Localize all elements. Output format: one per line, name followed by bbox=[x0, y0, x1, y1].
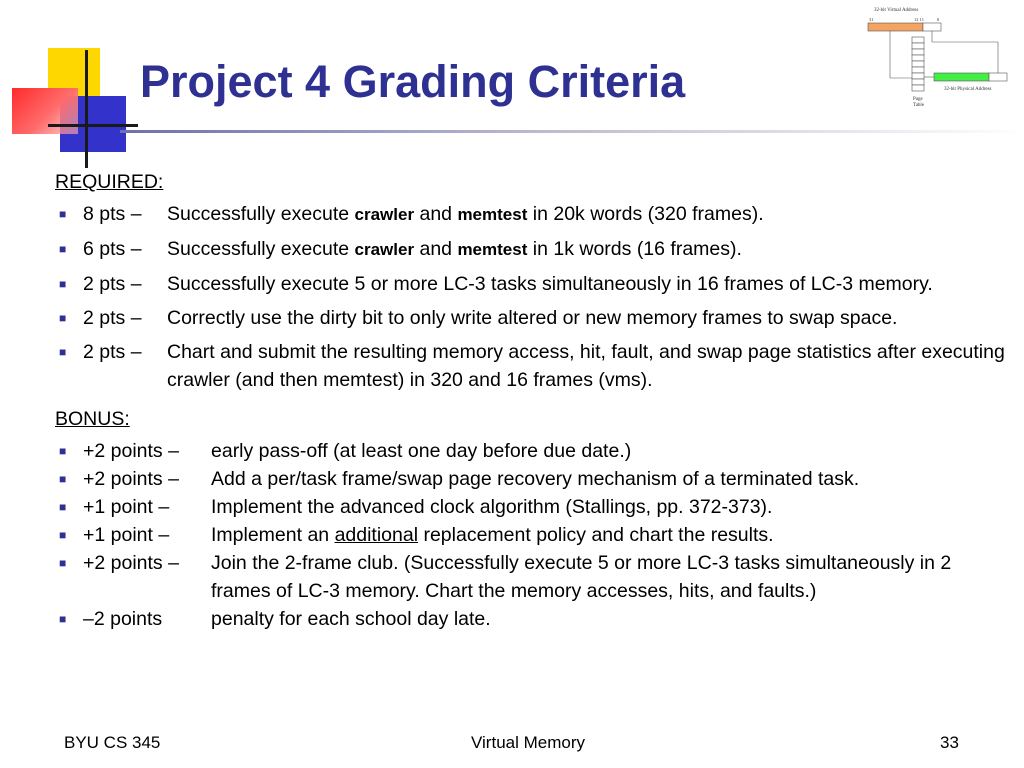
required-item bbox=[55, 235, 1015, 264]
points-label: 2 pts – bbox=[83, 307, 142, 329]
bonus-list bbox=[55, 437, 1015, 633]
bonus-item bbox=[55, 437, 1015, 465]
item-description: Join the 2-frame club. (Successfully execute 5 or more LC-3 tasks simultaneously in 2 frames of LC-3 memory. Chart the memory accesses, hits, and faults.) bbox=[211, 552, 952, 602]
bullet-icon: ■ bbox=[59, 277, 67, 291]
bullet-icon: ■ bbox=[59, 500, 67, 514]
diagram-page-table-label-2: Table bbox=[913, 103, 925, 108]
title-divider bbox=[120, 130, 1024, 133]
diagram-physical-frame-field bbox=[934, 73, 989, 81]
points-label: +1 point – bbox=[83, 496, 170, 518]
required-item bbox=[55, 338, 1015, 394]
item-description: Successfully execute crawler and memtest in 20k words (320 frames). bbox=[167, 203, 764, 225]
bonus-heading: BONUS: bbox=[55, 408, 130, 430]
diagram-physical-label: 32-bit Physical Address bbox=[944, 87, 992, 92]
bullet-icon: ■ bbox=[59, 311, 67, 325]
bullet-icon: ■ bbox=[59, 207, 67, 221]
required-list bbox=[55, 200, 1015, 394]
points-label: 2 pts – bbox=[83, 341, 142, 363]
slide-body bbox=[55, 171, 1015, 633]
bullet-icon: ■ bbox=[59, 556, 67, 570]
points-label: +2 points – bbox=[83, 468, 179, 490]
diagram-bit-31: 31 bbox=[869, 17, 874, 22]
bullet-icon: ■ bbox=[59, 528, 67, 542]
item-description: Chart and submit the resulting memory access, hit, fault, and swap page statistics after executing crawler (and then memtest) in 320 and 16 frames (vms). bbox=[167, 341, 1005, 391]
points-label: 8 pts – bbox=[83, 203, 142, 225]
item-description: Implement an additional replacement policy and chart the results. bbox=[211, 524, 774, 546]
item-description: Add a per/task frame/swap page recovery mechanism of a terminated task. bbox=[211, 468, 860, 490]
bullet-icon: ■ bbox=[59, 242, 67, 256]
item-description: penalty for each school day late. bbox=[211, 608, 491, 630]
diagram-bit-0: 0 bbox=[937, 17, 940, 22]
memtest-term: memtest bbox=[457, 205, 528, 224]
page-number: 33 bbox=[940, 733, 959, 752]
item-description: early pass-off (at least one day before due date.) bbox=[211, 440, 632, 462]
item-description: Implement the advanced clock algorithm (Stallings, pp. 372-373). bbox=[211, 496, 773, 518]
diagram-physical-offset-field bbox=[989, 73, 1007, 81]
bullet-icon: ■ bbox=[59, 444, 67, 458]
required-item bbox=[55, 200, 1015, 229]
points-label: 2 pts – bbox=[83, 273, 142, 295]
bullet-icon: ■ bbox=[59, 472, 67, 486]
item-description: Successfully execute 5 or more LC-3 tasks simultaneously in 16 frames of LC-3 memory. bbox=[167, 273, 933, 295]
points-label: +2 points – bbox=[83, 440, 179, 462]
diagram-virtual-label: 32-bit Virtual Address bbox=[874, 8, 919, 13]
points-label: –2 points bbox=[83, 608, 163, 630]
memtest-term: memtest bbox=[457, 240, 528, 259]
diagram-page-table bbox=[912, 37, 924, 91]
required-item bbox=[55, 304, 1015, 332]
diagram-connector-lines bbox=[890, 31, 998, 78]
diagram-page-table-label-1: Page bbox=[913, 97, 923, 102]
required-heading: REQUIRED: bbox=[55, 171, 164, 193]
logo-horizontal-line bbox=[48, 124, 138, 127]
footer-course: BYU CS 345 bbox=[64, 733, 161, 752]
additional-term: additional bbox=[334, 524, 419, 546]
bonus-item bbox=[55, 465, 1015, 493]
diagram-virtual-offset-field bbox=[923, 23, 941, 31]
diagram-bit-12-11: 12 11 bbox=[914, 17, 924, 22]
required-item bbox=[55, 270, 1015, 298]
logo-red-square bbox=[12, 88, 78, 134]
bullet-icon: ■ bbox=[59, 345, 67, 359]
points-label: +1 point – bbox=[83, 524, 170, 546]
item-description: Correctly use the dirty bit to only write altered or new memory frames to swap space. bbox=[167, 307, 898, 329]
address-translation-diagram bbox=[860, 2, 1020, 114]
footer-topic: Virtual Memory bbox=[471, 733, 585, 752]
item-description: Successfully execute crawler and memtest in 1k words (16 frames). bbox=[167, 238, 742, 260]
diagram-virtual-page-field bbox=[868, 23, 923, 31]
crawler-term: crawler bbox=[354, 240, 415, 259]
points-label: +2 points – bbox=[83, 552, 179, 574]
bullet-icon: ■ bbox=[59, 612, 67, 626]
slide-title: Project 4 Grading Criteria bbox=[140, 56, 686, 107]
points-label: 6 pts – bbox=[83, 238, 142, 260]
logo-vertical-line bbox=[85, 50, 88, 168]
bonus-item bbox=[55, 549, 1015, 605]
bonus-item bbox=[55, 521, 1015, 549]
crawler-term: crawler bbox=[354, 205, 415, 224]
bonus-item bbox=[55, 605, 1015, 633]
bonus-item bbox=[55, 493, 1015, 521]
